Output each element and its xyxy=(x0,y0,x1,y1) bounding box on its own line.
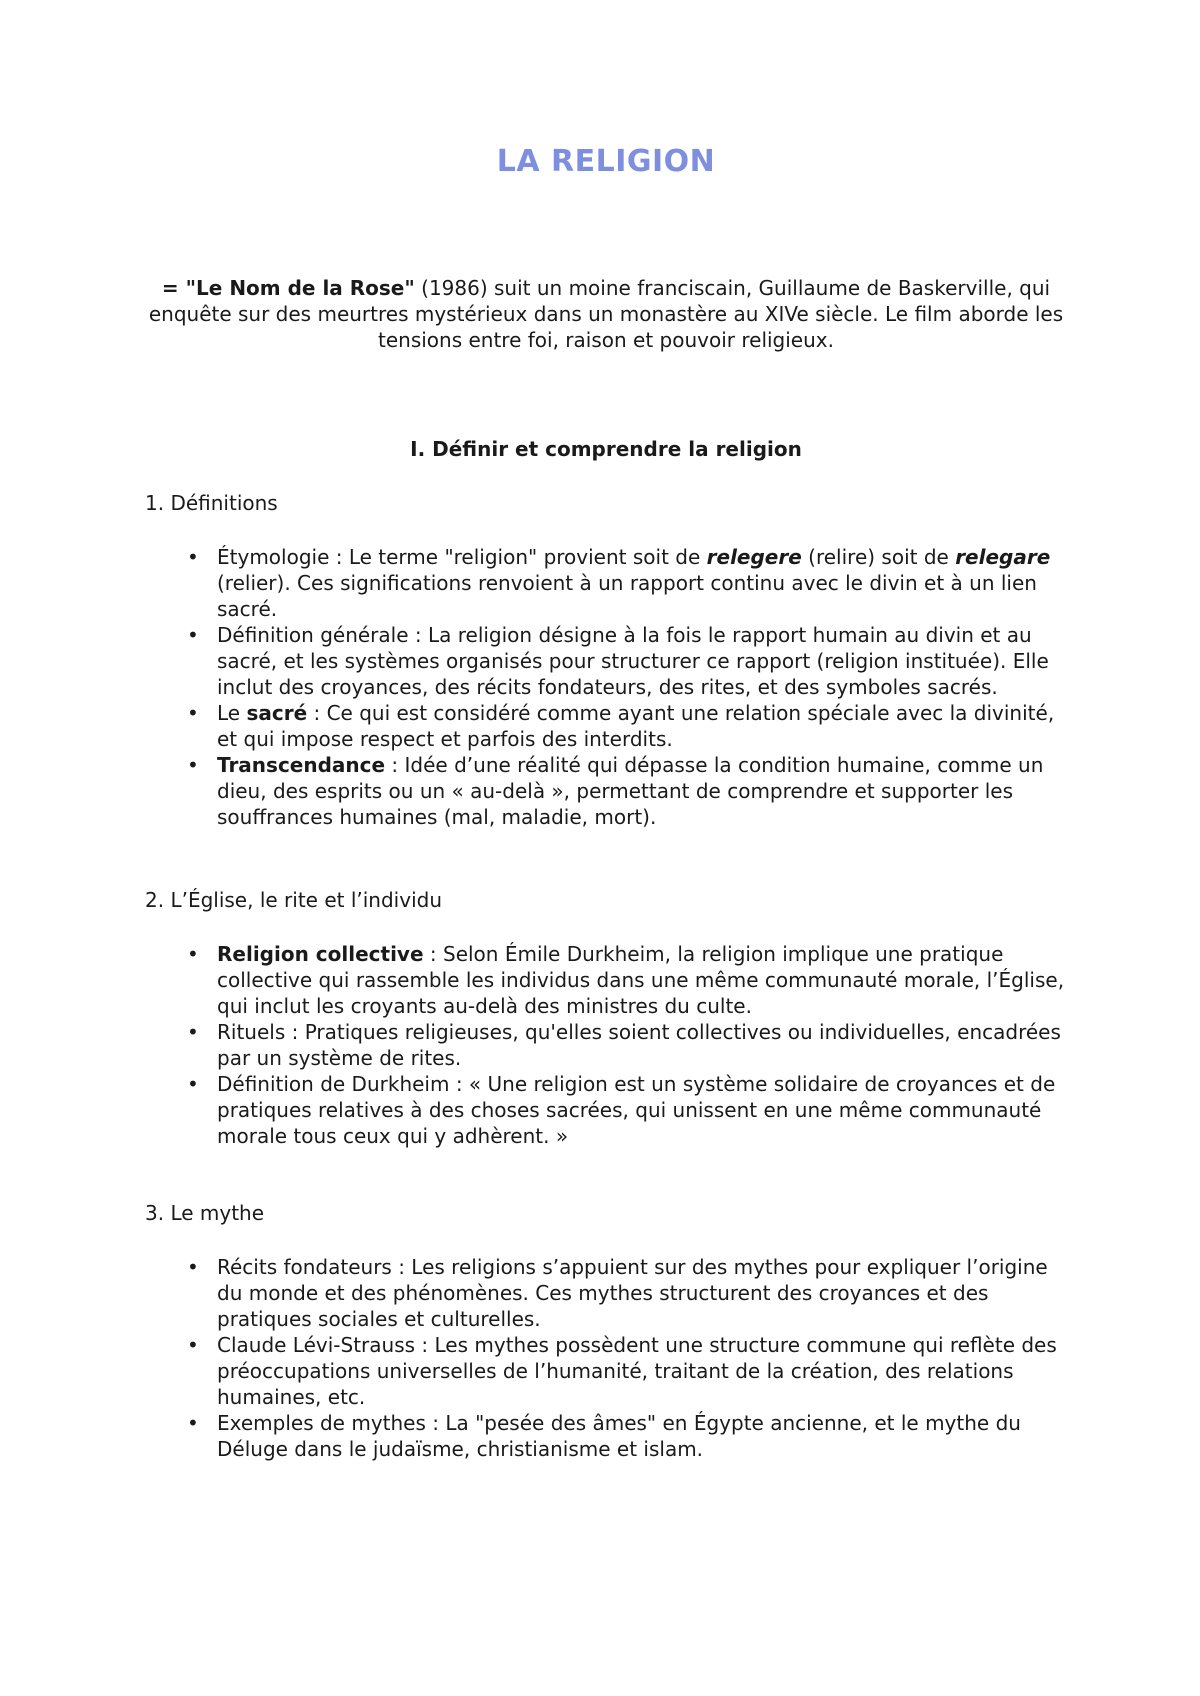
sacred-text: : Ce qui est considéré comme ayant une relation spéciale avec la divinité, et qui impose respect et parfois des interdits. xyxy=(217,701,1055,751)
list-item-general-definition xyxy=(145,622,1067,700)
myth-list xyxy=(145,1254,1067,1462)
list-item-sacred xyxy=(145,700,1067,752)
rituals-text: Rituels : Pratiques religieuses, qu'elles soient collectives ou individuelles, encadrées par un système de rites. xyxy=(217,1020,1061,1070)
bullet-icon: • xyxy=(187,1333,199,1357)
term-relegare: relegare xyxy=(955,545,1051,569)
definitions-list xyxy=(145,544,1067,830)
sacred-prefix: Le xyxy=(217,701,247,725)
list-item-founding-stories xyxy=(145,1254,1067,1332)
term-relegere: relegere xyxy=(706,545,802,569)
list-item-myth-examples xyxy=(145,1410,1067,1462)
list-item-levi-strauss xyxy=(145,1332,1067,1410)
durkheim-text: Définition de Durkheim : « Une religion est un système solidaire de croyances et de pratiques relatives à des choses sacrées, qui unissent en une même communauté morale tous ceux qui y adhèrent. » xyxy=(217,1072,1056,1148)
subsection-title-church: 2. L’Église, le rite et l’individu xyxy=(145,888,442,912)
founding-stories-text: Récits fondateurs : Les religions s’appuient sur des mythes pour expliquer l’origine du monde et des phénomènes. Ces mythes structurent des croyances et des pratiques sociales et culturelles. xyxy=(217,1255,1048,1331)
transcendance-text: : Idée d’une réalité qui dépasse la condition humaine, comme un dieu, des esprits ou un « au-delà », permettant de comprendre et supporter les souffrances humaines (mal, maladie, mort). xyxy=(217,753,1044,829)
term-transcendance: Transcendance xyxy=(217,753,386,777)
levi-strauss-text: Claude Lévi-Strauss : Les mythes possèdent une structure commune qui reflète des préoccupations universelles de l’humanité, traitant de la création, des relations humaines, etc. xyxy=(217,1333,1057,1409)
bullet-icon: • xyxy=(187,545,199,569)
bullet-icon: • xyxy=(187,1411,199,1435)
etymology-text-1: Étymologie : Le terme "religion" provient soit de xyxy=(217,545,707,569)
bullet-icon: • xyxy=(187,1020,199,1044)
term-sacred: sacré xyxy=(246,701,308,725)
term-collective-religion: Religion collective xyxy=(217,942,424,966)
list-item-durkheim-definition xyxy=(145,1071,1067,1149)
subsection-title-myth: 3. Le mythe xyxy=(145,1201,265,1225)
bullet-icon: • xyxy=(187,942,199,966)
bullet-icon: • xyxy=(187,623,199,647)
general-definition-text: Définition générale : La religion désigne à la fois le rapport humain au divin et au sacré, et les systèmes organisés pour structurer ce rapport (religion instituée). Elle inclut des croyances, des récits fondateurs, des rites, et des symboles sacrés. xyxy=(217,623,1049,699)
list-item-collective-religion xyxy=(145,941,1067,1019)
etymology-text-3: (relier). Ces significations renvoient à un rapport continu avec le divin et à un lien sacré. xyxy=(217,571,1037,621)
intro-text: (1986) suit un moine franciscain, Guillaume de Baskerville, qui enquête sur des meurtres mystérieux dans un monastère au XIVe siècle. Le film aborde les tensions entre foi, raison et pouvoir religieux. xyxy=(148,276,1064,352)
myth-examples-text: Exemples de mythes : La "pesée des âmes" en Égypte ancienne, et le mythe du Déluge dans le judaïsme, christianisme et islam. xyxy=(217,1411,1021,1461)
list-item-transcendance xyxy=(145,752,1067,830)
bullet-icon: • xyxy=(187,753,199,777)
list-item-etymology xyxy=(145,544,1067,622)
film-title: = "Le Nom de la Rose" xyxy=(161,276,415,300)
subsection-title-definitions: 1. Définitions xyxy=(145,491,278,515)
document-page xyxy=(145,0,1067,1696)
intro-paragraph xyxy=(145,275,1067,353)
bullet-icon: • xyxy=(187,701,199,725)
church-list xyxy=(145,941,1067,1149)
list-item-rituals xyxy=(145,1019,1067,1071)
collective-text: : Selon Émile Durkheim, la religion implique une pratique collective qui rassemble les individus dans une même communauté morale, l’Église, qui inclut les croyants au-delà des ministres du culte. xyxy=(217,942,1065,1018)
bullet-icon: • xyxy=(187,1072,199,1096)
bullet-icon: • xyxy=(187,1255,199,1279)
etymology-text-2: (relire) soit de xyxy=(801,545,956,569)
section-heading-1: I. Définir et comprendre la religion xyxy=(410,437,802,461)
document-title: LA RELIGION xyxy=(496,144,716,179)
